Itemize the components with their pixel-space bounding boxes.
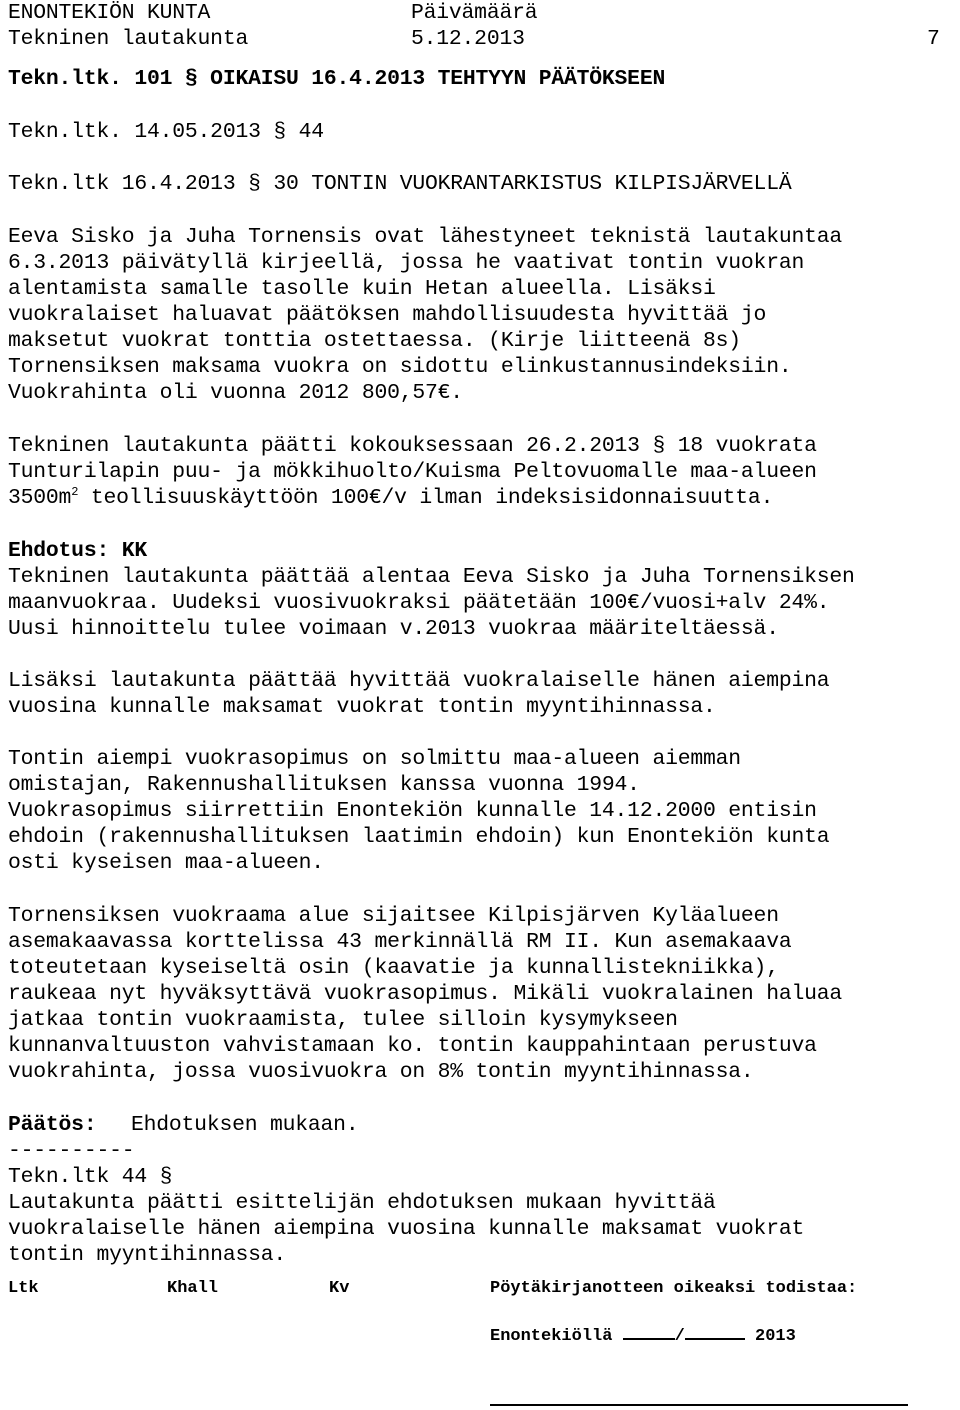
meeting-date: 5.12.2013 (411, 27, 525, 51)
para1-line: Tornensiksen maksama vuokra on sidottu elinkustannusindeksiin. (8, 355, 792, 379)
para3-line: vuosina kunnalle maksamat vuokrat tontin myyntihinnassa. (8, 695, 716, 719)
para1-line: maksetut vuokrat tonttia ostettaessa. (Kirje liitteenä 8s) (8, 329, 741, 353)
proposal-line: maanvuokraa. Uudeksi vuosivuokraksi päätetään 100€/vuosi+alv 24%. (8, 591, 830, 615)
para4-line: omistajan, Rakennushallituksen kanssa vuonna 1994. (8, 773, 640, 797)
committee-name: Tekninen lautakunta (8, 27, 249, 51)
section-heading: Tekn.ltk. 101 § OIKAISU 16.4.2013 TEHTYYN PÄÄTÖKSEEN (8, 67, 666, 91)
para2-line: Tunturilapin puu- ja mökkihuolto/Kuisma Peltovuomalle maa-alueen (8, 460, 817, 484)
para5-line: asemakaavassa korttelissa 43 merkinnällä RM II. Kun asemakaava (8, 930, 792, 954)
footer-slash: / (674, 1327, 685, 1346)
followup-line: tontin myyntihinnassa. (8, 1243, 287, 1267)
proposal-line: Tekninen lautakunta päättää alentaa Eeva Sisko ja Juha Tornensiksen (8, 565, 855, 589)
para1-line: vuokralaiset haluavat päätöksen mahdollisuudesta hyvittää jo (8, 303, 767, 327)
followup-line: vuokralaiselle hänen aiempina vuosina kunnalle maksamat vuokrat (8, 1217, 805, 1241)
para1-line: 6.3.2013 päivätyllä kirjeellä, jossa he vaativat tontin vuokran (8, 251, 805, 275)
para2-line3-rest: teollisuuskäyttöön 100€/v ilman indeksisidonnaisuutta. (78, 486, 774, 510)
para2-line: Tekninen lautakunta päätti kokouksessaan 26.2.2013 § 18 vuokrata (8, 434, 817, 458)
area-value: 3500m (8, 486, 72, 510)
proposal-line: Uusi hinnoittelu tulee voimaan v.2013 vuokraa määriteltäessä. (8, 617, 779, 641)
para5-line: toteutetaan kyseiseltä osin (kaavatie ja kunnallistekniikka), (8, 956, 779, 980)
para3-line: Lisäksi lautakunta päättää hyvittää vuokralaiselle hänen aiempina (8, 669, 830, 693)
para4-line: osti kyseisen maa-alueen. (8, 851, 324, 875)
header-row-1 (8, 0, 538, 26)
para1-line: Vuokrahinta oli vuonna 2012 800,57€. (8, 381, 463, 405)
decision-text: Ehdotuksen mukaan. (131, 1113, 359, 1137)
superscript-2: 2 (71, 484, 79, 499)
footer-place: Enontekiöllä (490, 1327, 613, 1346)
footer-ltk: Ltk (8, 1279, 39, 1298)
footer-certify: Pöytäkirjanotteen oikeaksi todistaa: (490, 1279, 858, 1298)
day-blank (623, 1322, 675, 1340)
org-name: ENONTEKIÖN KUNTA (8, 1, 211, 25)
proposal-label: Ehdotus: KK (8, 539, 148, 563)
para2-line (8, 485, 773, 511)
para5-line: vuokrahinta, jossa vuosivuokra on 8% tontin myyntihinnassa. (8, 1060, 754, 1084)
reference-2: Tekn.ltk 16.4.2013 § 30 TONTIN VUOKRANTARKISTUS KILPISJÄRVELLÄ (8, 172, 792, 196)
page-number: 7 (927, 27, 940, 51)
decision-row (8, 1112, 359, 1138)
followup-line: Lautakunta päätti esittelijän ehdotuksen mukaan hyvittää (8, 1191, 716, 1215)
footer-khall: Khall (167, 1279, 219, 1298)
footer-year: 2013 (755, 1327, 796, 1346)
reference-1: Tekn.ltk. 14.05.2013 § 44 (8, 120, 324, 144)
footer-place-date (490, 1322, 796, 1346)
para1-line: Eeva Sisko ja Juha Tornensis ovat lähestyneet teknistä lautakuntaa (8, 225, 843, 249)
signature-line (490, 1404, 908, 1406)
para5-line: kunnanvaltuuston vahvistamaan ko. tontin kauppahintaan perustuva (8, 1034, 817, 1058)
para1-line: alentamista samalle tasolle kuin Hetan alueella. Lisäksi (8, 277, 716, 301)
date-label: Päivämäärä (411, 1, 538, 25)
para5-line: raukeaa nyt hyväksyttävä vuokrasopimus. Mikäli vuokralainen haluaa (8, 982, 843, 1006)
para4-line: Tontin aiempi vuokrasopimus on solmittu maa-alueen aiemman (8, 747, 741, 771)
decision-label: Päätös: (8, 1113, 97, 1137)
para5-line: Tornensiksen vuokraama alue sijaitsee Kilpisjärven Kyläalueen (8, 904, 779, 928)
month-blank (685, 1322, 745, 1340)
decision-separator: ---------- (8, 1139, 135, 1163)
para4-line: ehdoin (rakennushallituksen laatimin ehdoin) kun Enontekiön kunta (8, 825, 830, 849)
para5-line: jatkaa tontin vuokraamista, tulee silloin kysymykseen (8, 1008, 678, 1032)
footer-kv: Kv (329, 1279, 350, 1298)
followup-line: Tekn.ltk 44 § (8, 1165, 173, 1189)
header-row-2 (8, 26, 940, 52)
para4-line: Vuokrasopimus siirrettiin Enontekiön kunnalle 14.12.2000 entisin (8, 799, 817, 823)
